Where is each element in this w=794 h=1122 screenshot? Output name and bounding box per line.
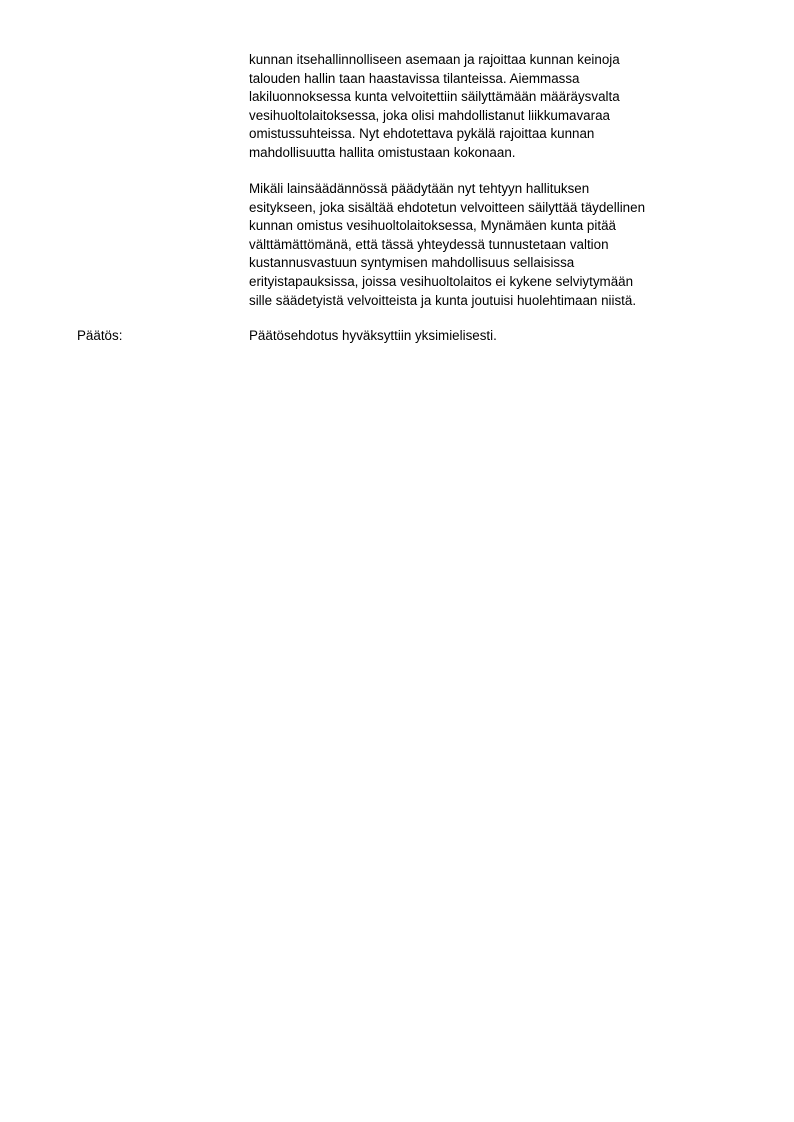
text-line: välttämättömänä, että tässä yhteydessä tunnustetaan valtion bbox=[249, 236, 609, 252]
text-line: Mikäli lainsäädännössä päädytään nyt tehtyyn hallituksen bbox=[249, 181, 590, 196]
text-line: omistussuhteissa. Nyt ehdotettava pykälä rajoittaa kunnan bbox=[249, 126, 595, 142]
text-line: talouden hallin taan haastavissa tilanteissa. Aiemmassa bbox=[249, 70, 580, 86]
text-line: kunnan itsehallinnolliseen asemaan ja rajoittaa kunnan keinoja bbox=[249, 52, 620, 67]
text-line: esitykseen, joka sisältää ehdotetun velvoitteen säilyttää täydellinen bbox=[249, 199, 646, 215]
text-line: lakiluonnoksessa kunta velvoitettiin säilyttämään määräysvalta bbox=[249, 89, 620, 105]
text-line: erityistapauksissa, joissa vesihuoltolaitos ei kykene selviytymään bbox=[249, 273, 634, 289]
text-line: kunnan omistus vesihuoltolaitoksessa, Mynämäen kunta pitää bbox=[249, 218, 616, 234]
text-line: mahdollisuutta hallita omistustaan kokonaan. bbox=[249, 144, 516, 160]
decision-label: Päätös: bbox=[77, 328, 123, 343]
paragraph-municipal-autonomy bbox=[249, 51, 739, 163]
text-line: sille säädetyistä velvoitteista ja kunta joutuisi huolehtimaan niistä. bbox=[249, 292, 637, 308]
text-line: vesihuoltolaitoksessa, joka olisi mahdollistanut liikkumavaraa bbox=[249, 107, 610, 123]
text-line: kustannusvastuun syntymisen mahdollisuus sellaisissa bbox=[249, 255, 575, 271]
decision-text: Päätösehdotus hyväksyttiin yksimielisesti. bbox=[249, 328, 497, 343]
paragraph-cost-responsibility bbox=[249, 180, 739, 310]
